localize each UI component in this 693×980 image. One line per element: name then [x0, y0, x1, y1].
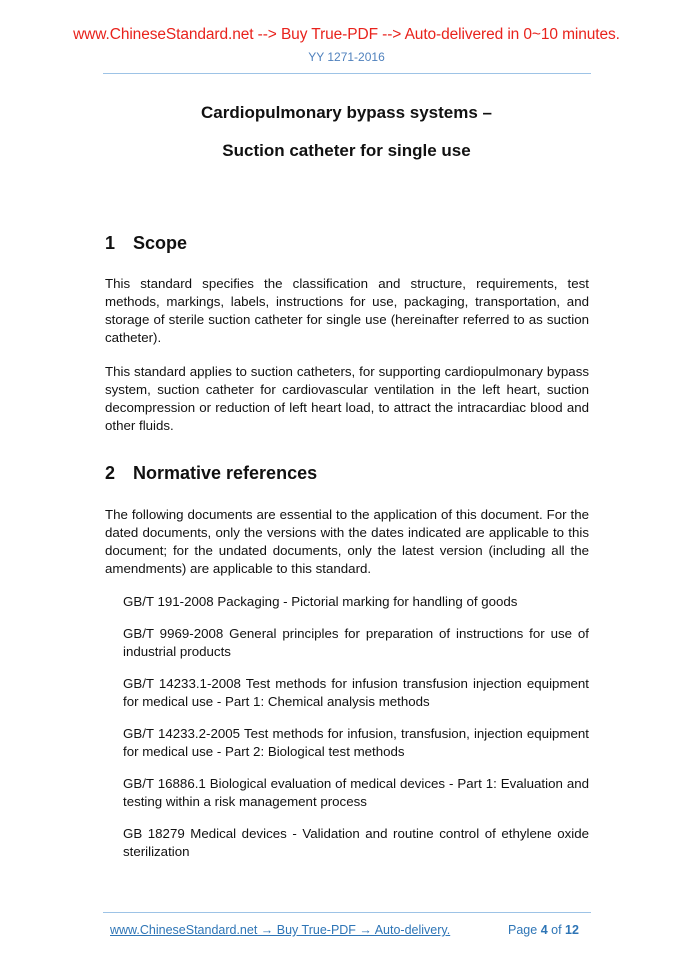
normative-references-paragraph: The following documents are essential to the application of this document. For the dated documents, only the versions with the dates indicated are applicable to this document; for the undated documents, only the latest version (including all the amendments) are applicable to this standard.	[105, 507, 589, 576]
header-divider	[103, 73, 591, 74]
document-code: YY 1271-2016	[308, 50, 385, 64]
section-title: Scope	[133, 233, 188, 253]
reference-item: GB/T 16886.1 Biological evaluation of medical devices - Part 1: Evaluation and testing within a risk management process	[123, 776, 589, 809]
section-heading-normative-references	[105, 463, 317, 484]
document-title-line-2: Suction catheter for single use	[222, 141, 471, 160]
reference-item: GB/T 9969-2008 General principles for preparation of instructions for use of industrial products	[123, 626, 589, 659]
section-title: Normative references	[133, 463, 318, 483]
reference-item: GB/T 14233.1-2008 Test methods for infusion transfusion injection equipment for medical use - Part 1: Chemical analysis methods	[123, 676, 589, 709]
reference-item: GB 18279 Medical devices - Validation and routine control of ethylene oxide sterilization	[123, 826, 589, 859]
page-label: Page	[508, 923, 538, 937]
document-title-line-1: Cardiopulmonary bypass systems –	[200, 103, 492, 122]
scope-paragraph-2: This standard applies to suction catheters, for supporting cardiopulmonary bypass system, suction catheter for cardiovascular ventilation in the left heart, suction decompression or reduction of left heart load, to attract the intracardiac blood and other fluids.	[105, 364, 589, 433]
reference-item: GB/T 191-2008 Packaging - Pictorial marking for handling of goods	[123, 594, 518, 609]
current-page-number: 4	[540, 923, 548, 937]
total-pages-number: 12	[565, 923, 579, 937]
page-of-label: of	[551, 923, 562, 937]
scope-paragraph-1: This standard specifies the classification and structure, requirements, test methods, markings, labels, instructions for use, packaging, transportation, and storage of sterile suction catheter for single use (hereinafter referred to as suction catheter).	[105, 276, 589, 345]
top-banner: www.ChineseStandard.net --> Buy True-PDF --> Auto-delivered in 0~10 minutes.	[73, 26, 620, 43]
footer-purchase-link[interactable]: www.ChineseStandard.net → Buy True-PDF → Auto-delivery.	[110, 923, 451, 937]
section-number: 1	[105, 233, 116, 253]
footer-divider	[103, 912, 591, 913]
page-indicator	[508, 923, 579, 937]
section-number: 2	[105, 463, 116, 483]
section-heading-scope	[105, 233, 187, 254]
reference-item: GB/T 14233.2-2005 Test methods for infusion, transfusion, injection equipment for medical use - Part 2: Biological test methods	[123, 726, 589, 759]
